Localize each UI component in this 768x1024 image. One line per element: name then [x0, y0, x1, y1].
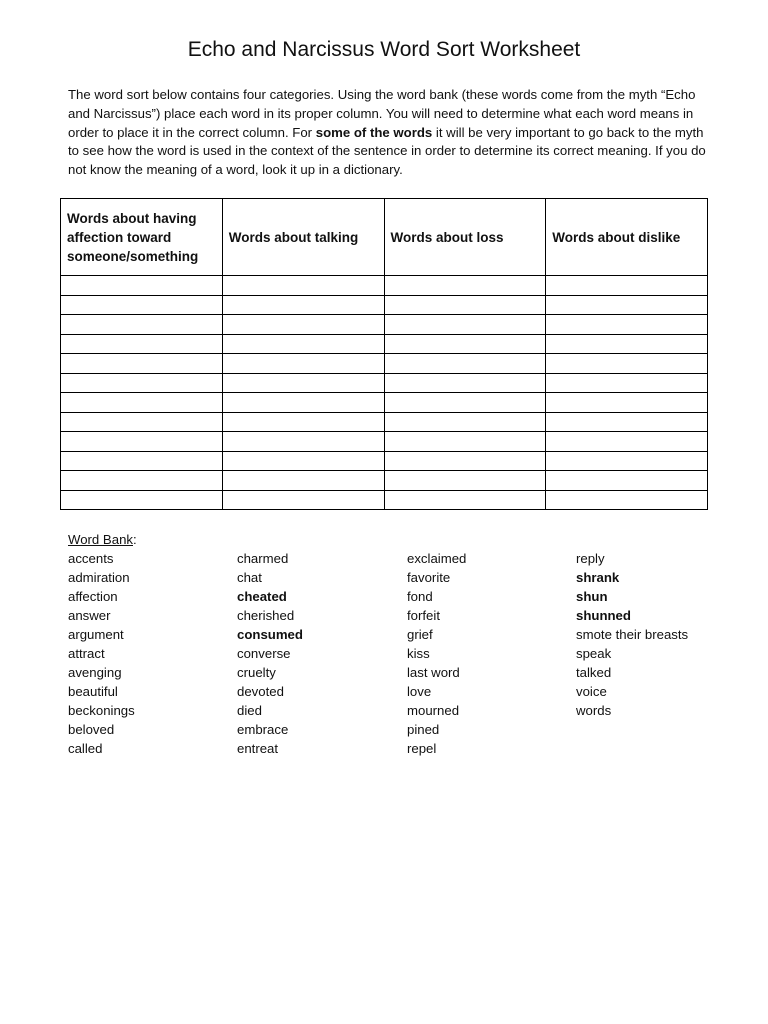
- blank-cell[interactable]: [61, 315, 223, 335]
- word-bank-word: admiration: [68, 570, 130, 585]
- word-bank-word: talked: [576, 665, 612, 680]
- word-bank-label: Word Bank: [68, 532, 133, 547]
- blank-cell[interactable]: [61, 276, 223, 296]
- word-bank-word: kiss: [407, 646, 430, 661]
- blank-cell[interactable]: [384, 471, 546, 491]
- table-row: [61, 295, 708, 315]
- word-bank-word: shrank: [576, 570, 620, 585]
- word-bank-column: [576, 549, 728, 758]
- blank-cell[interactable]: [61, 471, 223, 491]
- word-bank-word: beckonings: [68, 703, 135, 718]
- blank-cell[interactable]: [546, 432, 708, 452]
- word-bank-word: consumed: [237, 627, 303, 642]
- blank-cell[interactable]: [546, 393, 708, 413]
- word-bank-word: died: [237, 703, 262, 718]
- table-row: [61, 412, 708, 432]
- blank-cell[interactable]: [222, 334, 384, 354]
- word-bank-word: forfeit: [407, 608, 440, 623]
- instructions-emphasis: some of the words: [315, 124, 433, 140]
- table-row: [61, 471, 708, 491]
- table-body: [61, 276, 708, 510]
- column-header-loss: Words about loss: [384, 199, 546, 276]
- blank-cell[interactable]: [222, 471, 384, 491]
- blank-cell[interactable]: [222, 432, 384, 452]
- word-bank-word: last word: [407, 665, 460, 680]
- word-bank-word: shunned: [576, 608, 631, 623]
- word-bank: [68, 530, 728, 758]
- word-bank-word: exclaimed: [407, 551, 467, 566]
- blank-cell[interactable]: [384, 276, 546, 296]
- word-bank-word: beautiful: [68, 684, 118, 699]
- blank-cell[interactable]: [222, 373, 384, 393]
- blank-cell[interactable]: [546, 412, 708, 432]
- table-row: [61, 334, 708, 354]
- word-bank-column: [68, 549, 237, 758]
- blank-cell[interactable]: [222, 276, 384, 296]
- blank-cell[interactable]: [61, 412, 223, 432]
- word-bank-word: cheated: [237, 589, 287, 604]
- blank-cell[interactable]: [546, 490, 708, 510]
- table-row: [61, 451, 708, 471]
- word-bank-word: charmed: [237, 551, 289, 566]
- word-bank-word: speak: [576, 646, 612, 661]
- table-row: [61, 315, 708, 335]
- word-bank-columns: [68, 549, 728, 758]
- blank-cell[interactable]: [546, 295, 708, 315]
- table-row: [61, 373, 708, 393]
- table-row: [61, 393, 708, 413]
- word-bank-word: repel: [407, 741, 437, 756]
- column-header-affection: Words about having affection toward someone/something: [61, 199, 223, 276]
- word-bank-heading: [68, 530, 728, 549]
- blank-cell[interactable]: [384, 490, 546, 510]
- word-bank-word: grief: [407, 627, 433, 642]
- word-bank-word: pined: [407, 722, 440, 737]
- word-sort-table: [60, 198, 708, 510]
- word-bank-word: words: [576, 703, 612, 718]
- column-header-dislike: Words about dislike: [546, 199, 708, 276]
- blank-cell[interactable]: [222, 354, 384, 374]
- word-bank-word: favorite: [407, 570, 451, 585]
- word-bank-word: cherished: [237, 608, 295, 623]
- blank-cell[interactable]: [384, 432, 546, 452]
- table-row: [61, 276, 708, 296]
- word-bank-word: avenging: [68, 665, 122, 680]
- table-row: [61, 432, 708, 452]
- blank-cell[interactable]: [384, 354, 546, 374]
- blank-cell[interactable]: [222, 315, 384, 335]
- blank-cell[interactable]: [61, 334, 223, 354]
- blank-cell[interactable]: [384, 373, 546, 393]
- table-row: [61, 490, 708, 510]
- blank-cell[interactable]: [61, 295, 223, 315]
- blank-cell[interactable]: [222, 295, 384, 315]
- word-bank-word: reply: [576, 551, 605, 566]
- word-bank-word: smote their breasts: [576, 627, 689, 642]
- word-bank-word: love: [407, 684, 432, 699]
- blank-cell[interactable]: [61, 393, 223, 413]
- word-bank-word: entreat: [237, 741, 279, 756]
- blank-cell[interactable]: [61, 451, 223, 471]
- word-bank-word: converse: [237, 646, 291, 661]
- word-bank-word: cruelty: [237, 665, 276, 680]
- word-bank-word: shun: [576, 589, 608, 604]
- blank-cell[interactable]: [61, 373, 223, 393]
- blank-cell[interactable]: [384, 412, 546, 432]
- blank-cell[interactable]: [384, 295, 546, 315]
- word-bank-label-colon: :: [133, 532, 137, 547]
- blank-cell[interactable]: [384, 451, 546, 471]
- instructions-text-part1: The word sort below contains four categories. Using the word bank (these words come from the myth “Echo and Narcissus”) place each word in its proper column. You will need to determine what each word means in order to place it in the correct column. For: [68, 87, 696, 140]
- word-bank-word: accents: [68, 551, 114, 566]
- blank-cell[interactable]: [546, 276, 708, 296]
- word-bank-word: called: [68, 741, 103, 756]
- blank-cell[interactable]: [222, 393, 384, 413]
- blank-cell[interactable]: [222, 490, 384, 510]
- table-row: [61, 354, 708, 374]
- blank-cell[interactable]: [546, 451, 708, 471]
- word-bank-word: devoted: [237, 684, 284, 699]
- blank-cell[interactable]: [546, 315, 708, 335]
- word-bank-word: attract: [68, 646, 105, 661]
- blank-cell[interactable]: [384, 393, 546, 413]
- word-bank-word: embrace: [237, 722, 289, 737]
- worksheet-title: Echo and Narcissus Word Sort Worksheet: [187, 38, 581, 61]
- word-bank-column: [407, 549, 576, 758]
- instructions-paragraph: [68, 86, 708, 180]
- word-bank-word: argument: [68, 627, 124, 642]
- word-bank-word: voice: [576, 684, 607, 699]
- word-bank-word: answer: [68, 608, 111, 623]
- blank-cell[interactable]: [222, 412, 384, 432]
- blank-cell[interactable]: [61, 432, 223, 452]
- word-bank-word: mourned: [407, 703, 460, 718]
- word-bank-word: beloved: [68, 722, 115, 737]
- blank-cell[interactable]: [546, 354, 708, 374]
- blank-cell[interactable]: [546, 471, 708, 491]
- blank-cell[interactable]: [546, 334, 708, 354]
- word-bank-word: affection: [68, 589, 118, 604]
- instructions-text-part2: it will be very important to go back to the myth to see how the word is used in the context of the sentence in order to determine its correct meaning. If you do not know the meaning of a word, look it up in a dictionary.: [68, 124, 706, 178]
- word-bank-word: fond: [407, 589, 433, 604]
- blank-cell[interactable]: [546, 373, 708, 393]
- blank-cell[interactable]: [384, 334, 546, 354]
- word-bank-word: chat: [237, 570, 262, 585]
- table-header-row: [61, 199, 708, 276]
- blank-cell[interactable]: [61, 490, 223, 510]
- word-bank-column: [237, 549, 407, 758]
- column-header-talking: Words about talking: [222, 199, 384, 276]
- blank-cell[interactable]: [222, 451, 384, 471]
- blank-cell[interactable]: [61, 354, 223, 374]
- blank-cell[interactable]: [384, 315, 546, 335]
